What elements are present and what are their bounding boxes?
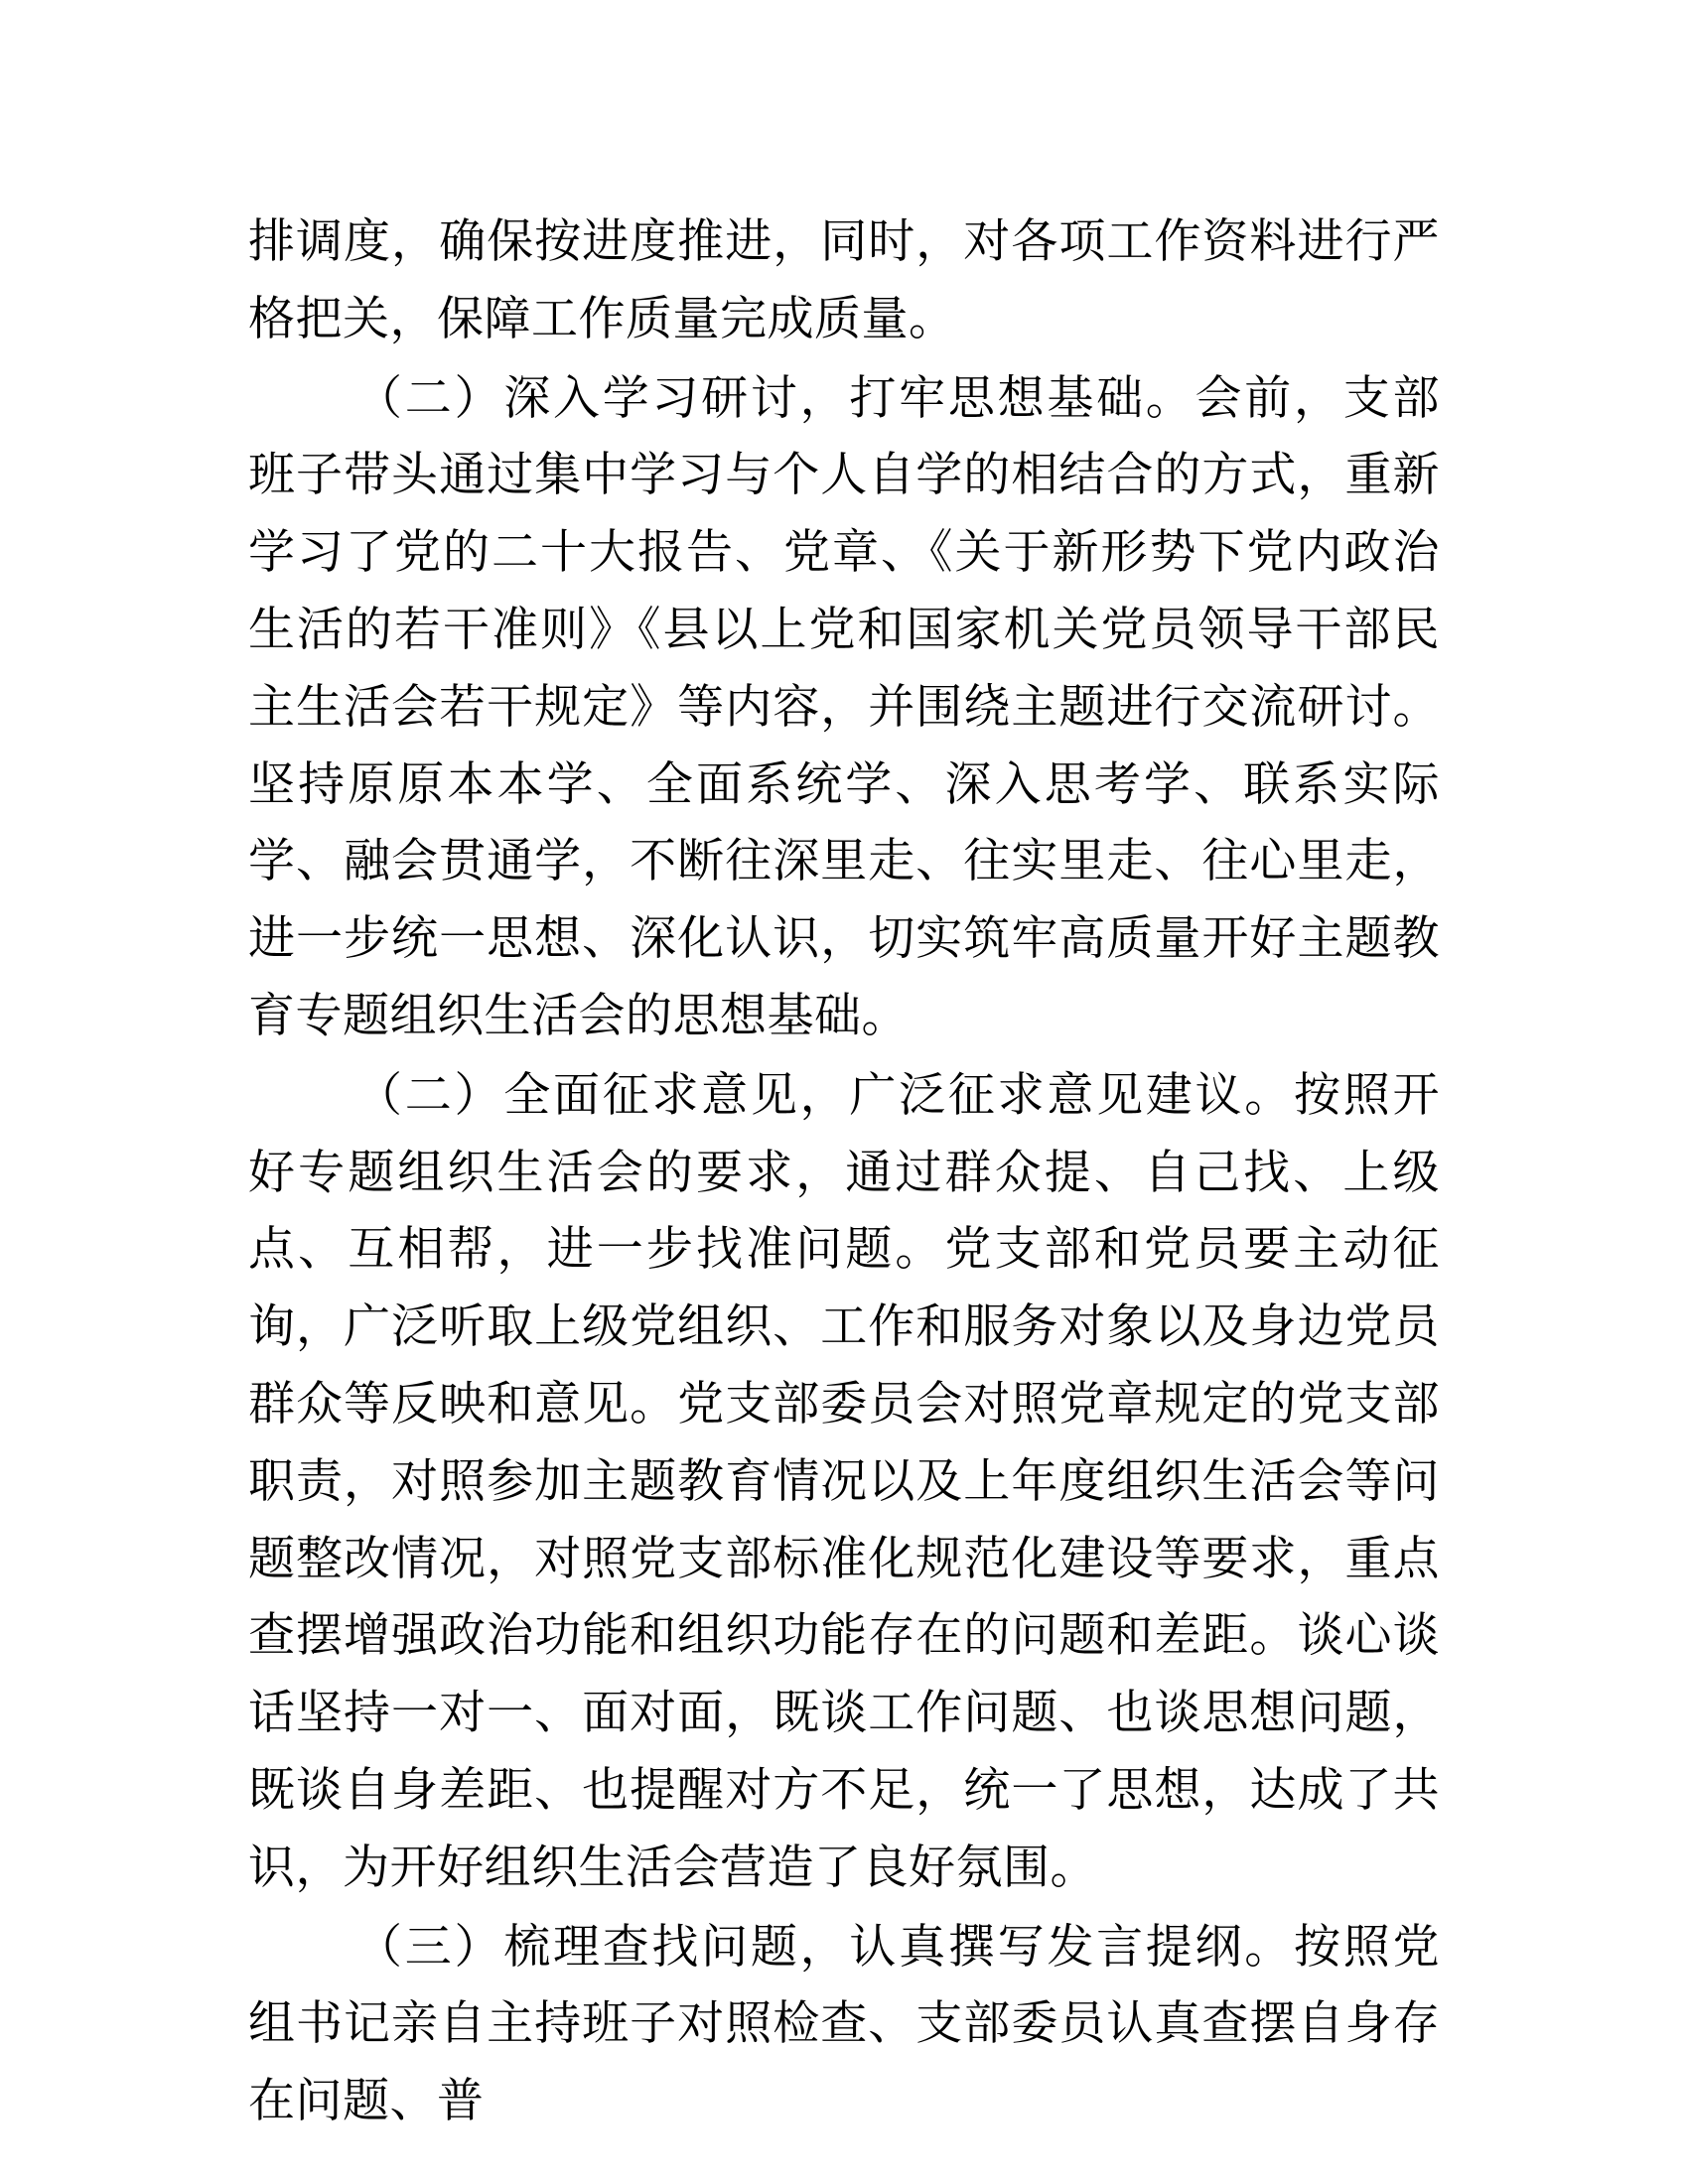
- paragraph-find-problems: （三）梳理查找问题，认真撰写发言提纲。按照党组书记亲自主持班子对照检查、支部委员认真查摆自身存在问题、普: [248, 1919, 1440, 2129]
- paragraph-study-discussion: （二）深入学习研讨，打牢思想基础。会前，支部班子带头通过集中学习与个人自学的相结合的方式，重新学习了党的二十大报告、党章、《关于新形势下党内政治生活的若干准则》《县以上党和国家机关党员领导干部民主生活会若干规定》等内容，并围绕主题进行交流研讨。坚持原原本本学、全面系统学、深入思考学、联系实际学、融会贯通学，不断往深里走、往实里走、往心里走，进一步统一思想、深化认识，切实筑牢高质量开好主题教育专题组织生活会的思想基础。: [248, 370, 1440, 1043]
- paragraph-continuation: 排调度，确保按进度推进，同时，对各项工作资料进行严格把关，保障工作质量完成质量。: [248, 214, 1440, 346]
- document-body: [248, 204, 1440, 2140]
- paragraph-solicit-opinions: （二）全面征求意见，广泛征求意见建议。按照开好专题组织生活会的要求，通过群众提、自己找、上级点、互相帮，进一步找准问题。党支部和党员要主动征询，广泛听取上级党组织、工作和服务对象以及身边党员群众等反映和意见。党支部委员会对照党章规定的党支部职责，对照参加主题教育情况以及上年度组织生活会等问题整改情况，对照党支部标准化规范化建设等要求，重点查摆增强政治功能和组织功能存在的问题和差距。谈心谈话坚持一对一、面对面，既谈工作问题、也谈思想问题，既谈自身差距、也提醒对方不足，统一了思想，达成了共识，为开好组织生活会营造了良好氛围。: [248, 1067, 1440, 1895]
